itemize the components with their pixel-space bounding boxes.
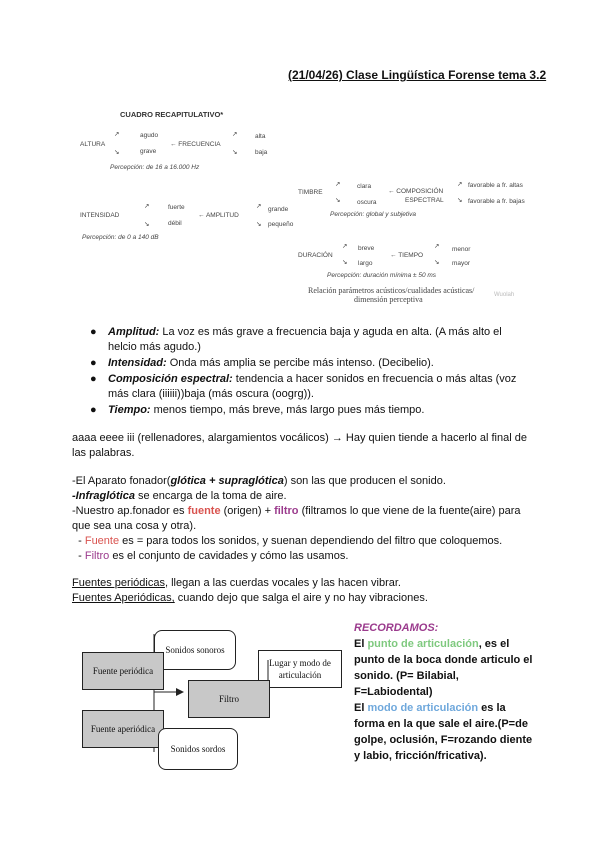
arrow-down-icon: ↘ [232, 149, 238, 156]
timbre-clara: clara [357, 183, 372, 190]
duracion-mayor: mayor [452, 260, 471, 267]
altura-frecuencia: ← FRECUENCIA [170, 141, 221, 148]
arrow-up-icon: ↗ [114, 131, 120, 138]
arrow-down-icon: ↘ [256, 221, 262, 228]
timbre-oscura: oscura [357, 199, 377, 206]
arrow-down-icon: ↘ [114, 149, 120, 156]
arrow-down-icon: ↘ [457, 197, 463, 204]
intensidad-fuerte: fuerte [168, 204, 185, 211]
summary-figure [72, 100, 532, 315]
arrow-up-icon: ↗ [434, 243, 440, 250]
recordamos-heading: RECORDAMOS: [354, 622, 439, 634]
timbre-alta-fr: favorable a fr. altas [468, 182, 523, 189]
altura-agudo: agudo [140, 132, 159, 139]
intensidad-amplitud: ← AMPLITUD [198, 212, 239, 219]
intensidad-grande: grande [268, 206, 289, 213]
filtro-box: Filtro [188, 680, 270, 718]
fuentes-paragraph: Fuentes periódicas, llegan a las cuerdas vocales y las hacen vibrar. Fuentes Aperiódicas, cuando dejo que salga el aire y no hay vibraciones. [72, 577, 428, 604]
watermark: Wuolah [494, 292, 515, 298]
duracion-menor: menor [452, 246, 471, 253]
relacion-line-2: dimensión perceptiva [354, 295, 423, 304]
sonidos-sonoros-box: Sonidos sonoros [154, 630, 236, 670]
duracion-largo: largo [358, 260, 373, 267]
list-item: ● Tiempo: menos tiempo, más breve, más largo pues más tiempo. [90, 404, 425, 416]
arrow-up-icon: ↗ [457, 181, 463, 188]
relacion-line-1: Relación parámetros acústicos/cualidades acústicas/ [308, 286, 475, 295]
fuente-periodica-box: Fuente periódica [82, 652, 164, 690]
intensidad-label: INTENSIDAD [80, 212, 120, 219]
duracion-label: DURACIÓN [298, 252, 333, 259]
aparato-paragraph: -El Aparato fonador(glótica + supraglótica) son las que producen el sonido. -Infraglótica se encarga de la toma de aire. -Nuestro ap.fonador es fuente (origen) + filtro (filtramos lo que viene de la fuente(aire) para que sea una cosa y otra). - Fuente es = para todos los sonidos, y suenan dependiendo del filtro que coloquemos. - Filtro es el conjunto de cavidades y cómo las usamos. [72, 475, 521, 562]
arrow-down-icon: ↘ [335, 197, 341, 204]
figure-heading: CUADRO RECAPITULATIVO* [120, 110, 224, 119]
fuente-aperiodica-box: Fuente aperiódica [82, 710, 164, 748]
page-title: (21/04/26) Clase Lingüística Forense tema 3.2 [288, 68, 547, 82]
timbre-espectral: ESPECTRAL [405, 197, 444, 204]
arrow-up-icon: ↗ [232, 131, 238, 138]
timbre-percepcion: Percepción: global y subjetiva [330, 211, 416, 218]
duracion-breve: breve [358, 245, 375, 252]
intensidad-debil: débil [168, 220, 182, 227]
rellenadores-paragraph: aaaa eeee iii (rellenadores, alargamientos vocálicos) → Hay quien tiende a hacerlo al final de las palabras. [72, 432, 527, 459]
altura-percepcion: Percepción: de 16 a 16.000 Hz [110, 164, 200, 171]
recordamos-note: RECORDAMOS: El punto de articulación, es el punto de la boca donde articulo el sonido. (P= Bilabial, F=Labiodental) El modo de articulación es la forma en la que sale el aire.(P=de golpe, oclusión, F=rozando diente y labio, fricción/fricativa). [354, 622, 533, 762]
arrow-up-icon: ↗ [342, 243, 348, 250]
parameter-list [90, 325, 530, 419]
arrow-up-icon: ↗ [256, 203, 262, 210]
altura-label: ALTURA [80, 141, 106, 148]
timbre-composicion: ← COMPOSICIÓN [388, 188, 444, 195]
list-item: ● Intensidad: Onda más amplia se percibe más intenso. (Decibelio). [90, 357, 434, 369]
duracion-percepcion: Percepción: duración mínima ± 50 ms [327, 272, 437, 279]
lugar-modo-box: Lugar y modo de articulación [258, 650, 342, 688]
altura-alta: alta [255, 133, 266, 140]
arrow-up-icon: ↗ [144, 203, 150, 210]
intensidad-percepcion: Percepción: de 0 a 140 dB [82, 234, 159, 241]
timbre-baja-fr: favorable a fr. bajas [468, 198, 525, 205]
duracion-tiempo: ← TIEMPO [390, 252, 424, 259]
arrow-down-icon: ↘ [434, 259, 440, 266]
arrow-up-icon: ↗ [335, 181, 341, 188]
source-filter-diagram [72, 622, 342, 772]
list-item: ● Amplitud: La voz es más grave a frecuencia baja y aguda en alta. (A más alto el helcio más agudo.) [90, 326, 502, 353]
altura-grave: grave [140, 148, 157, 155]
intensidad-pequeno: pequeño [268, 221, 294, 228]
arrow-down-icon: ↘ [342, 259, 348, 266]
sonidos-sordos-box: Sonidos sordos [158, 728, 238, 770]
timbre-label: TIMBRE [298, 189, 323, 196]
arrow-down-icon: ↘ [144, 221, 150, 228]
list-item: ● Composición espectral: tendencia a hacer sonidos en frecuencia o más altas (voz más clara (iiiiii))baja (más oscura (oogrg)). [90, 373, 517, 400]
altura-baja: baja [255, 149, 268, 156]
